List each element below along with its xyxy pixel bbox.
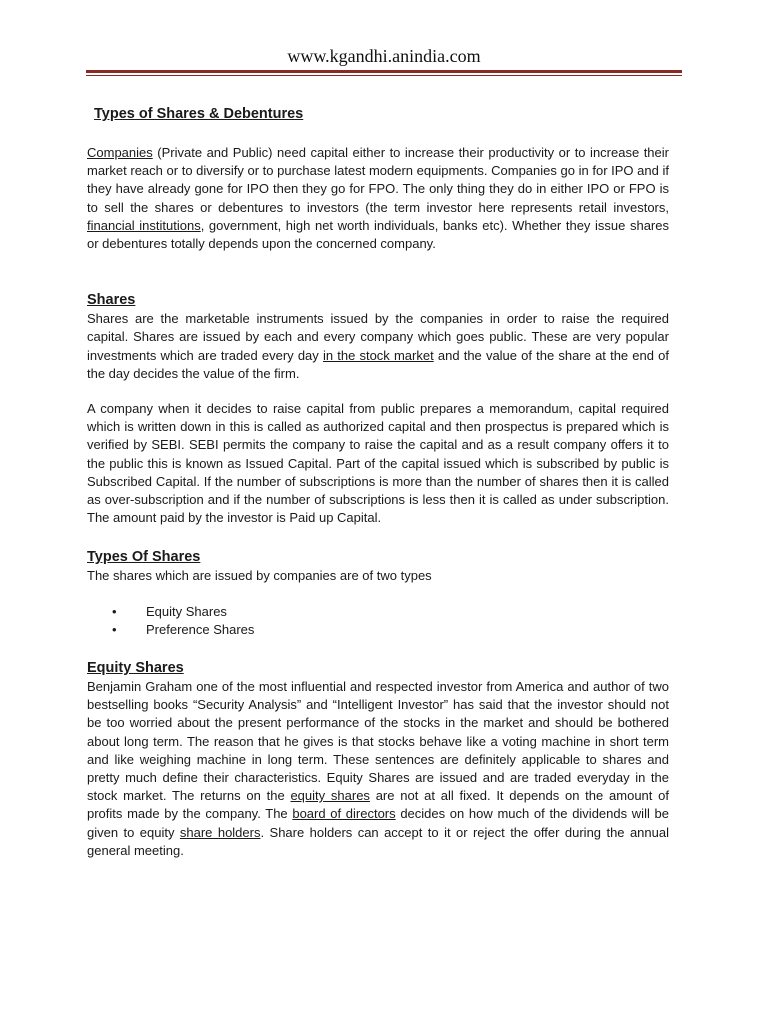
types-intro: The shares which are issued by companies are of two types bbox=[87, 568, 432, 584]
list-item: • Equity Shares bbox=[87, 603, 669, 621]
shares-paragraph-2: A company when it decides to raise capital from public prepares a memorandum, capital required which is written down in this is called as authorized capital and then prospectus is prepared which is verified by SEBI. SEBI permits the company to raise the capital and as a result company offers it to the public this is known as Issued Capital. Part of the capital issued which is subscribed by public is Subscribed Capital. If the number of subscriptions is more than the number of shares then it is called as over-subscription and if the number of subscriptions is less then it is called as under subscription. The amount paid by the investor is Paid up Capital. bbox=[87, 401, 669, 526]
link-board-of-directors[interactable]: board of directors bbox=[292, 806, 396, 822]
shares-paragraph-1: Shares are the marketable instruments issued by the companies in order to raise the required capital. Shares are issued by each and every company which goes public. These are very popular investments which are traded every day in the stock market and the value of the share at the end of the day decides the value of the firm. bbox=[87, 311, 669, 381]
heading-shares: Shares bbox=[87, 292, 136, 309]
header-rule-thick bbox=[86, 70, 682, 73]
bullet-icon: • bbox=[112, 603, 117, 619]
types-list bbox=[87, 603, 669, 639]
heading-types-of-shares: Types Of Shares bbox=[87, 549, 201, 566]
link-equity-shares[interactable]: equity shares bbox=[290, 788, 370, 804]
list-item: • Preference Shares bbox=[87, 621, 669, 639]
document-body bbox=[87, 104, 669, 860]
link-stock-market[interactable]: in the stock market bbox=[322, 347, 434, 363]
equity-paragraph: Benjamin Graham one of the most influential and respected investor from America and author of two bestselling books “Security Analysis” and “Intelligent Investor” has said that the investor should not be too worried about the present performance of the stocks in the market and should be bothered about long term. The reason that he gives is that stocks behave like a voting machine in short term and like weighing machine in long term. These sentences are definitely applicable to shares and pretty much define their characteristics. Equity Shares are issued and are traded everyday in the stock market. The returns on the equity shares are not at all fixed. It depends on the amount of profits made by the company. The board of directors decides on how much of the dividends will be given to equity share holders. Share holders can accept to it or reject the offer during the annual general meeting. bbox=[87, 679, 669, 858]
link-companies[interactable]: Companies bbox=[87, 145, 153, 160]
bullet-icon: • bbox=[112, 621, 117, 637]
heading-equity-shares: Equity Shares bbox=[87, 660, 184, 677]
header-rule-thin bbox=[86, 75, 682, 76]
link-financial-institutions[interactable]: financial institutions bbox=[87, 217, 201, 233]
document-title: Types of Shares & Debentures bbox=[94, 106, 304, 122]
intro-paragraph: Companies (Private and Public) need capital either to increase their productivity or to increase their market reach or to diversify or to purchase latest modern equipments. Companies go in for IPO and if they have already gone for IPO then they go for FPO. The only thing they do in either IPO or FPO is to sell the shares or debentures to investors (the term investor here represents retail investors, financial institutions, government, high net worth individuals, banks etc). Whether they issue shares or debentures totally depends upon the concerned company. bbox=[87, 145, 669, 252]
link-share-holders[interactable]: share holders bbox=[179, 824, 261, 840]
site-url-header[interactable]: www.kgandhi.anindia.com bbox=[287, 46, 481, 66]
